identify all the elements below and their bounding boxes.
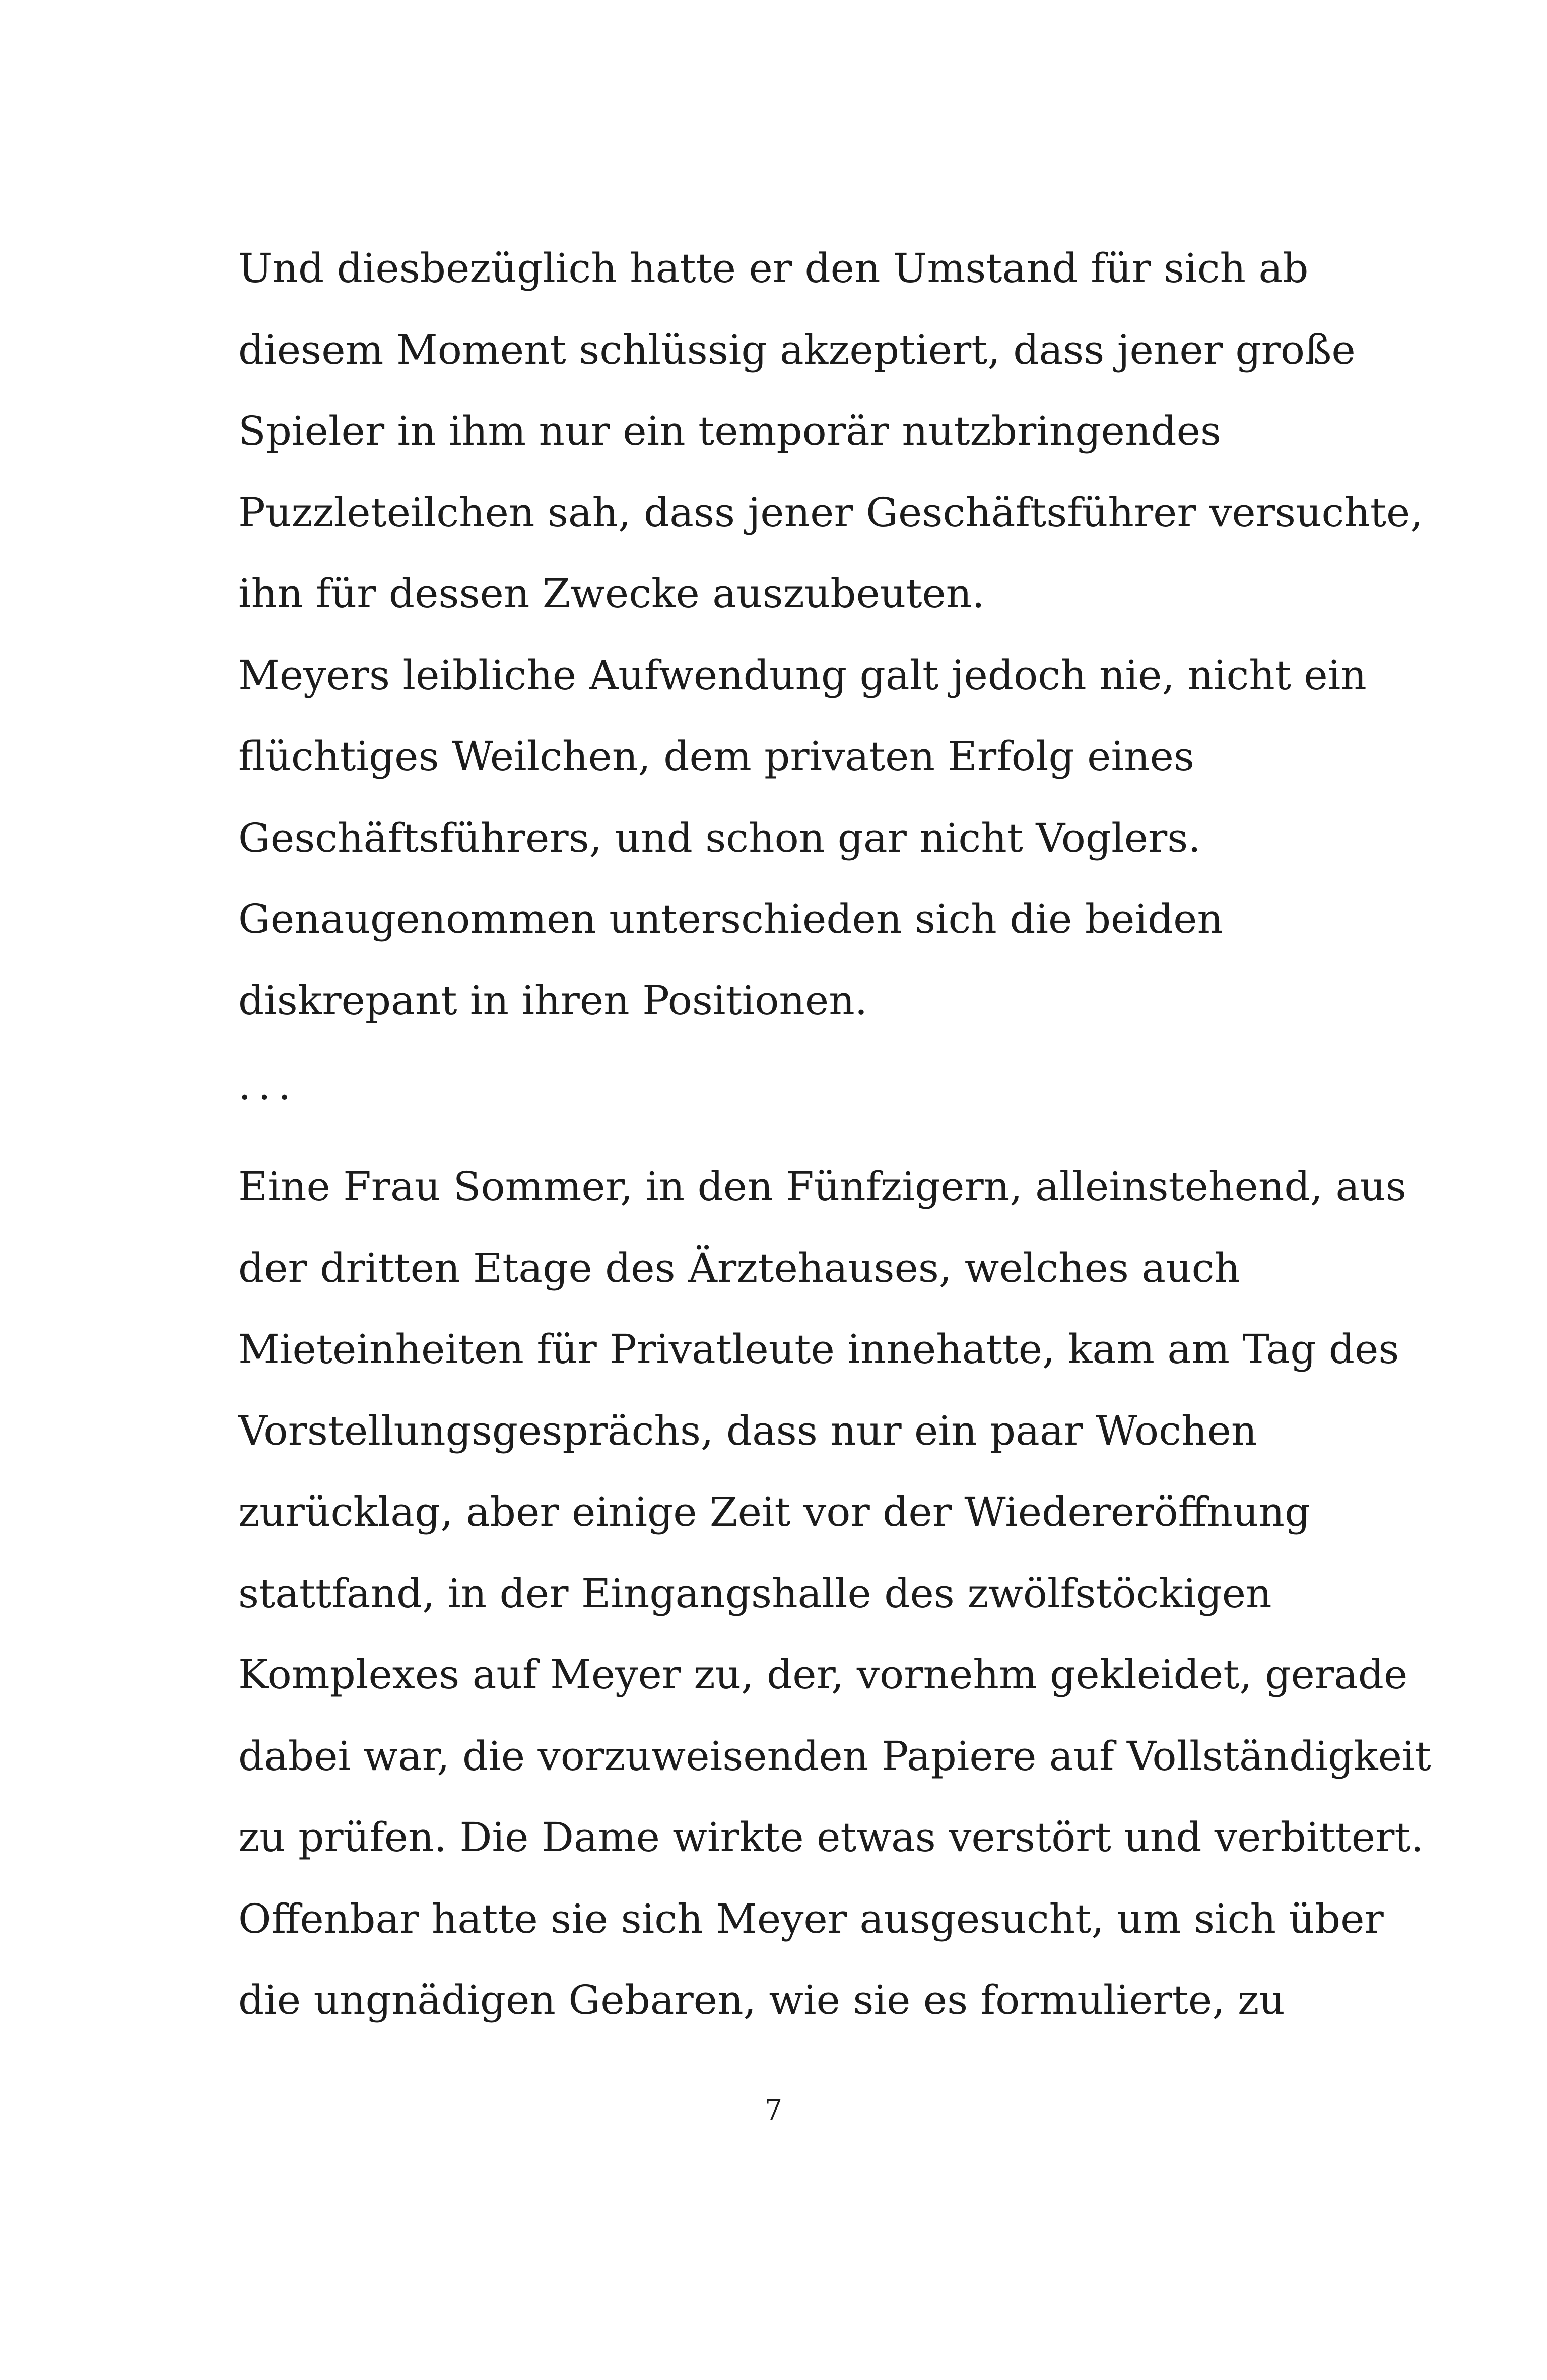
text-line: Genaugenommen unterschieden sich die beiden [238, 896, 1224, 942]
page-number: 7 [764, 2094, 783, 2127]
text-line: Mieteinheiten für Privatleute innehatte, kam am Tag des [238, 1326, 1399, 1373]
text-block-before-break [238, 228, 1423, 1041]
text-line: dabei war, die vorzuweisenden Papiere auf Vollständigkeit [238, 1732, 1431, 1780]
text-line: diskrepant in ihren Positionen. [238, 977, 868, 1024]
text-line: zu prüfen. Die Dame wirkte etwas verstört und verbittert. [238, 1814, 1424, 1861]
text-line: flüchtiges Weilchen, dem privaten Erfolg eines [238, 733, 1194, 780]
text-line: Spieler in ihm nur ein temporär nutzbringendes [238, 407, 1222, 454]
section-break: ... [238, 1062, 298, 1109]
text-line: Meyers leibliche Aufwendung galt jedoch nie, nicht ein [238, 651, 1367, 699]
text-line: Komplexes auf Meyer zu, der, vornehm gekleidet, gerade [238, 1651, 1408, 1698]
text-line: Eine Frau Sommer, in den Fünfzigern, alleinstehend, aus [238, 1163, 1406, 1210]
text-line: Puzzleteilchen sah, dass jener Geschäftsführer versuchte, [238, 489, 1423, 536]
text-line: die ungnädigen Gebaren, wie sie es formulierte, zu [238, 1977, 1285, 2023]
text-line: ihn für dessen Zwecke auszubeuten. [238, 570, 985, 617]
text-line: Und diesbezüglich hatte er den Umstand für sich ab [238, 245, 1309, 292]
text-line: Offenbar hatte sie sich Meyer ausgesucht, um sich über [238, 1895, 1384, 1942]
text-block-after-break [238, 1146, 1431, 2041]
text-line: diesem Moment schlüssig akzeptiert, dass jener große [238, 326, 1356, 373]
text-line: Geschäftsführers, und schon gar nicht Voglers. [238, 814, 1201, 861]
text-line: zurücklag, aber einige Zeit vor der Wiedereröffnung [238, 1488, 1311, 1535]
text-line: der dritten Etage des Ärztehauses, welches auch [238, 1244, 1240, 1291]
text-line: stattfand, in der Eingangshalle des zwölfstöckigen [238, 1570, 1272, 1617]
text-line: Vorstellungsgesprächs, dass nur ein paar Wochen [238, 1407, 1257, 1454]
